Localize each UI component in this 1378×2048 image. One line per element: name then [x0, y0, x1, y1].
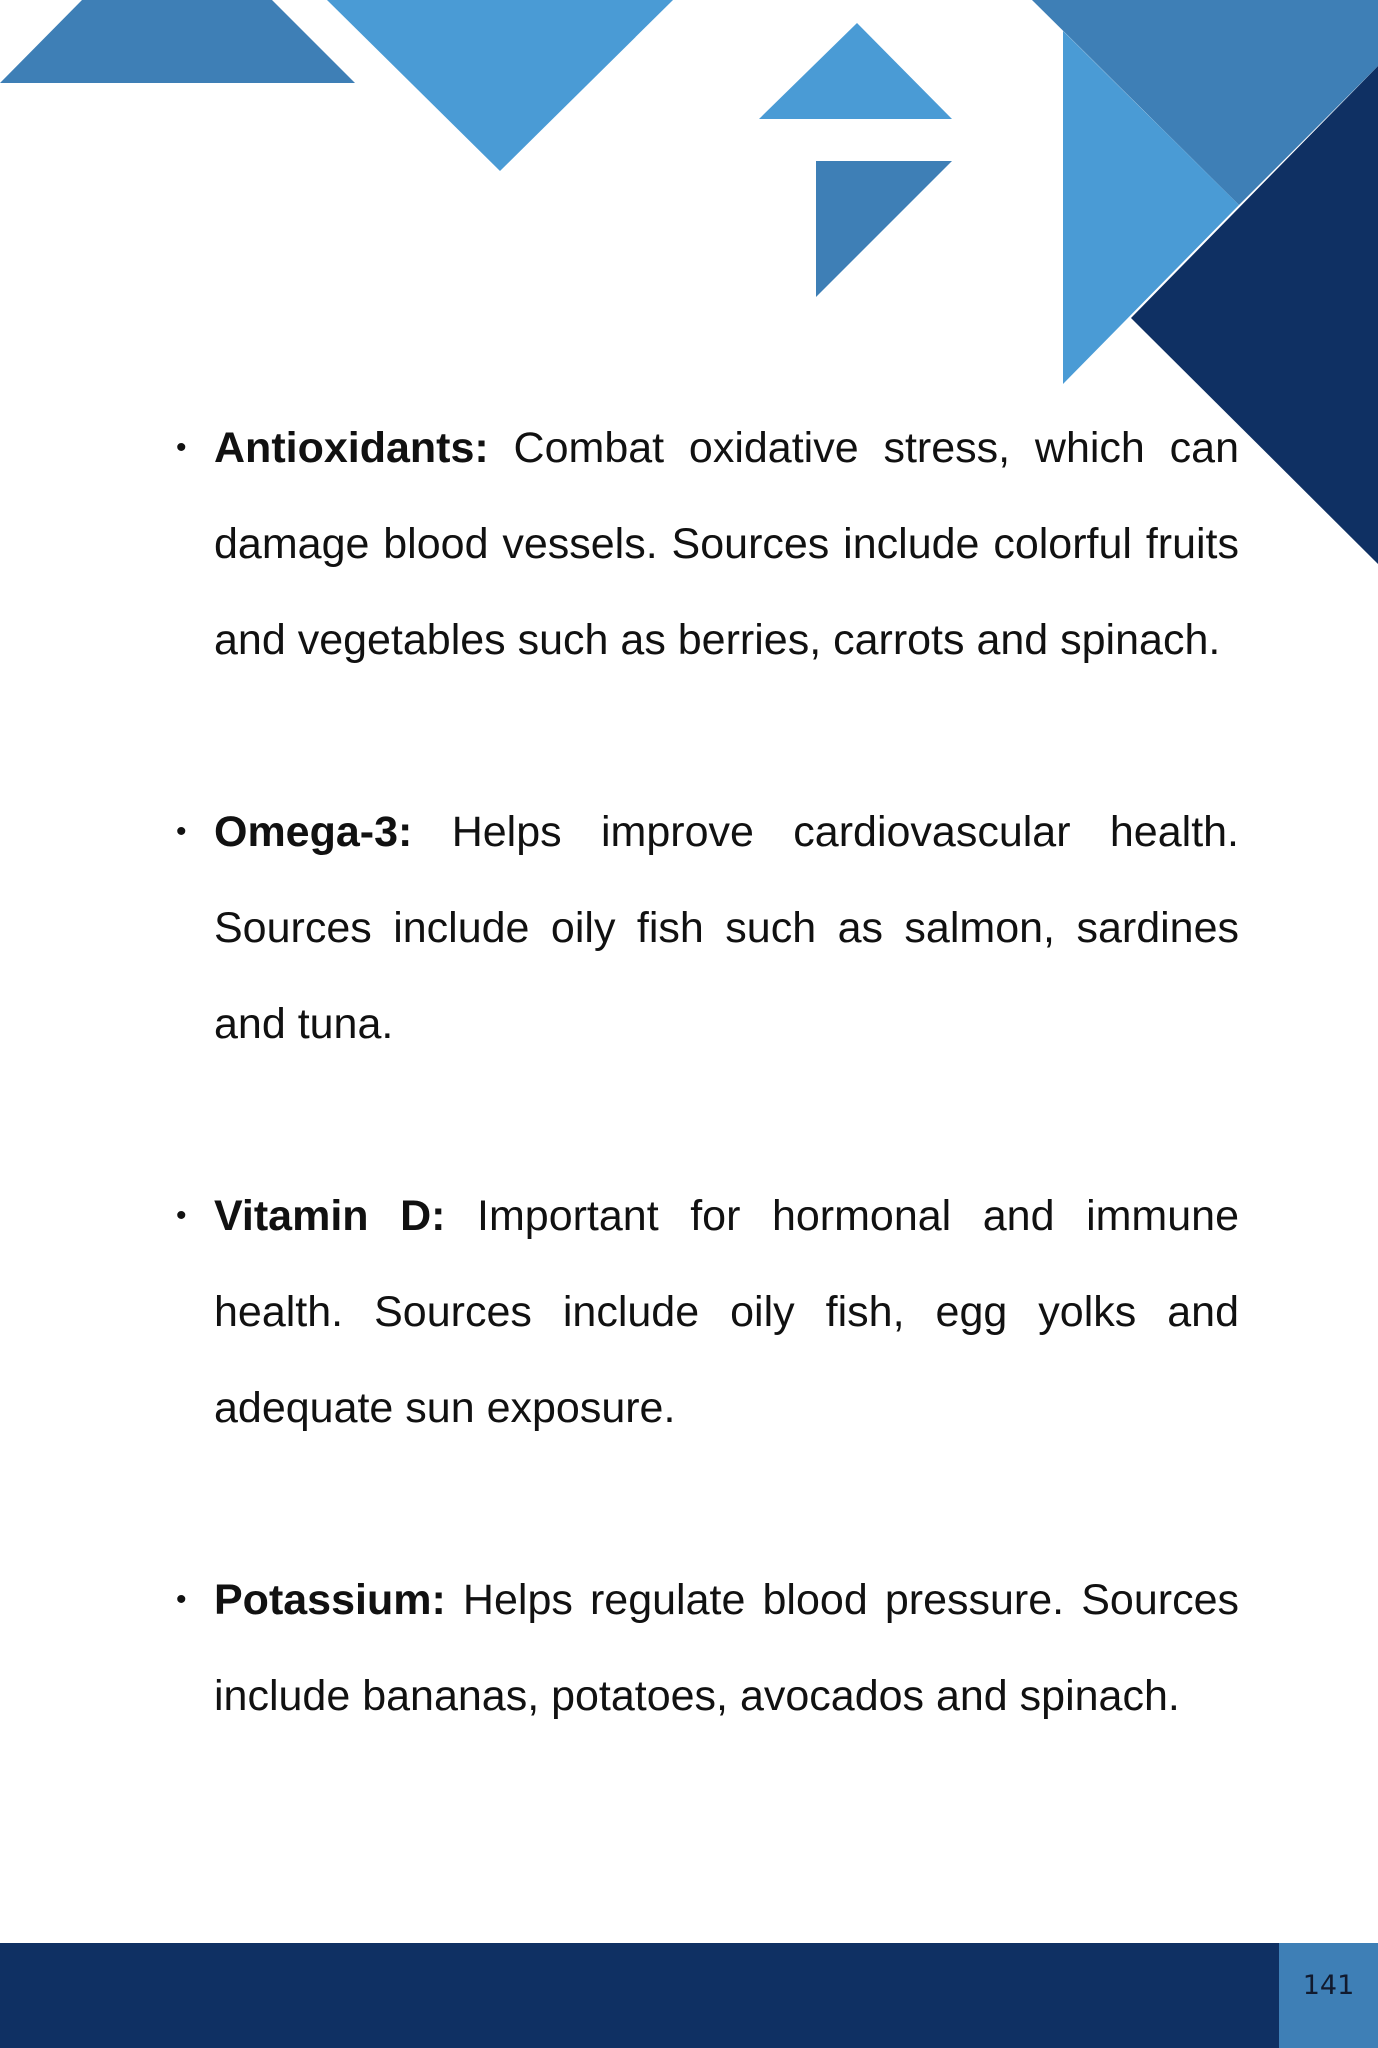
bullet-term: Potassium:	[214, 1576, 446, 1624]
bullet-dot: •	[176, 1199, 187, 1232]
bullet-text: Helps improve cardiovascular health. Sources include oily fish such as salmon, sardines and tuna.	[214, 808, 1239, 1048]
bullet-list	[176, 400, 1239, 1840]
bullet-dot: •	[176, 1583, 187, 1616]
triangle-small-down	[816, 161, 952, 297]
triangle-small-up	[759, 23, 952, 119]
page-number: 141	[1302, 1970, 1355, 2001]
bullet-text: Combat oxidative stress, which can damage blood vessels. Sources include colorful fruits and vegetables such as berries, carrots and spinach.	[214, 424, 1239, 664]
triangle-top-center	[327, 0, 673, 171]
bullet-term: Omega-3:	[214, 808, 413, 856]
page-footer	[0, 1943, 1378, 2048]
bullet-term: Vitamin D:	[214, 1192, 446, 1240]
page-number-box	[1279, 1943, 1378, 2048]
triangle-top-left	[0, 0, 355, 83]
bullet-potassium	[176, 1552, 1239, 1744]
bullet-vitamin-d	[176, 1168, 1239, 1456]
bullet-antioxidants	[176, 400, 1239, 688]
bullet-term: Antioxidants:	[214, 424, 489, 472]
bullet-text: Important for hormonal and immune health. Sources include oily fish, egg yolks and adequate sun exposure.	[214, 1192, 1239, 1432]
bullet-text: Helps regulate blood pressure. Sources include bananas, potatoes, avocados and spinach.	[214, 1576, 1239, 1720]
bullet-omega-3	[176, 784, 1239, 1072]
bullet-dot: •	[176, 431, 187, 464]
bullet-dot: •	[176, 815, 187, 848]
